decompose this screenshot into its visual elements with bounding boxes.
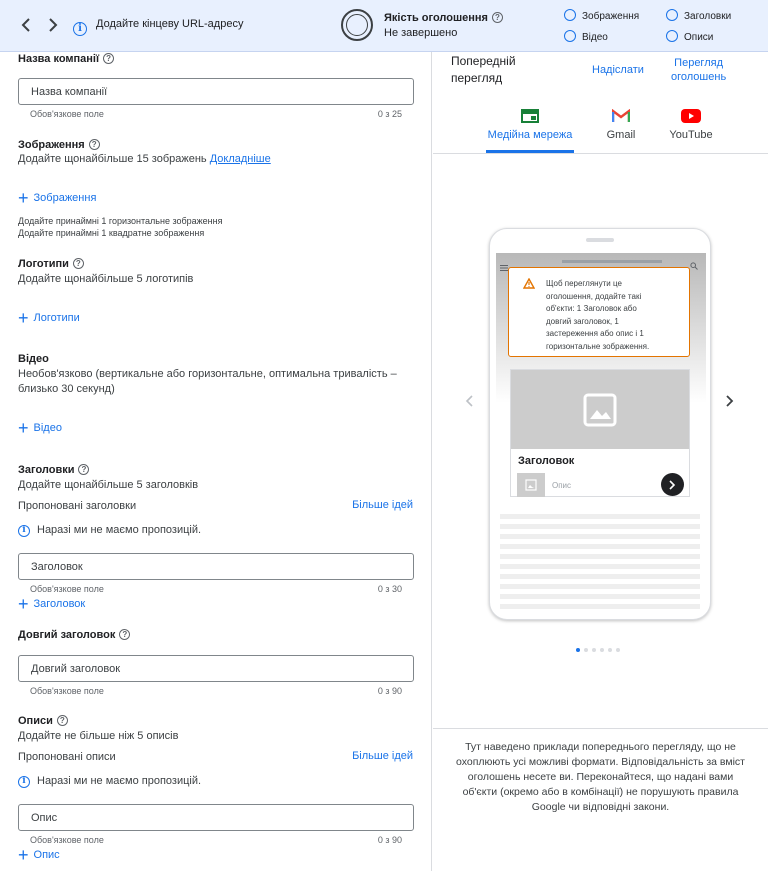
company-section-title: Назва компанії ? — [18, 53, 114, 65]
quality-option-descriptions: Описи — [666, 30, 713, 43]
image-placeholder-icon — [511, 370, 689, 449]
plus-icon: + — [18, 845, 29, 865]
headlines-no-suggestions: i Наразі ми не маємо пропозицій. — [18, 523, 201, 538]
help-icon[interactable]: ? — [119, 629, 130, 640]
add-images-button[interactable]: + Зображення — [18, 188, 97, 208]
quality-option-headlines: Заголовки — [666, 9, 731, 22]
add-logos-button[interactable]: + Логотипи — [18, 308, 80, 328]
video-hint-line2: близько 30 секунд) — [18, 383, 115, 395]
company-field-meta: Обов'язкове поле 0 з 25 — [30, 109, 402, 119]
placeholder-line — [500, 574, 700, 579]
info-icon: i — [73, 18, 87, 36]
preview-panel — [433, 52, 768, 871]
quality-option-video: Відео — [564, 30, 608, 43]
descriptions-no-suggestions: i Наразі ми не маємо пропозицій. — [18, 774, 201, 789]
tabs-divider — [433, 153, 768, 154]
headlines-section-title: Заголовки ? — [18, 464, 89, 476]
display-network-icon — [485, 107, 575, 125]
circle-icon — [564, 30, 576, 42]
ad-card — [510, 369, 690, 497]
carousel-dot[interactable] — [592, 648, 596, 652]
placeholder-line — [500, 594, 700, 599]
circle-icon — [666, 9, 678, 21]
headline-input[interactable]: Заголовок — [18, 553, 414, 580]
preview-heading: Попередній перегляд — [451, 54, 516, 85]
description-input[interactable]: Опис — [18, 804, 414, 831]
carousel-dot[interactable] — [608, 648, 612, 652]
placeholder-line — [500, 514, 700, 519]
disclaimer-divider — [433, 728, 768, 729]
ad-description: Опис — [552, 481, 572, 490]
plus-icon: + — [18, 594, 29, 614]
video-section-title: Відео — [18, 353, 49, 365]
plus-icon: + — [18, 188, 29, 208]
placeholder-line — [500, 554, 700, 559]
warning-icon — [523, 276, 535, 294]
search-icon — [690, 257, 698, 275]
phone-preview — [489, 228, 711, 620]
long-headline-field-meta: Обов'язкове поле 0 з 90 — [30, 686, 402, 696]
help-icon[interactable]: ? — [73, 258, 84, 269]
arrow-forward-icon — [661, 473, 684, 496]
headline-field-meta: Обов'язкове поле 0 з 30 — [30, 584, 402, 594]
quality-option-images: Зображення — [564, 9, 639, 22]
url-bar — [562, 260, 662, 263]
forward-arrow-icon[interactable] — [42, 14, 64, 36]
video-hint-line1: Необов'язково (вертикальне або горизонтальне, оптимальна тривалість – — [18, 368, 397, 380]
placeholder-line — [500, 584, 700, 589]
carousel-dot[interactable] — [600, 648, 604, 652]
descriptions-section-title: Описи ? — [18, 715, 68, 727]
quality-title: Якість оголошення ? — [384, 12, 503, 24]
placeholder-line — [500, 564, 700, 569]
phone-speaker — [586, 238, 614, 242]
top-bar — [0, 0, 768, 52]
help-icon[interactable]: ? — [57, 715, 68, 726]
view-ads-button[interactable]: Перегляд оголошень — [671, 57, 727, 83]
suggested-descriptions-label: Пропоновані описи — [18, 751, 116, 763]
placeholder-line — [500, 544, 700, 549]
carousel-dot[interactable] — [616, 648, 620, 652]
info-icon: i — [18, 525, 30, 537]
images-requirement-square: Додайте принаймні 1 квадратне зображення — [18, 228, 205, 238]
carousel-dot[interactable] — [584, 648, 588, 652]
descriptions-hint: Додайте не більше ніж 5 описів — [18, 730, 179, 742]
logo-placeholder-icon — [517, 473, 545, 497]
carousel-dot[interactable] — [576, 648, 580, 652]
preview-disclaimer: Тут наведено приклади попереднього перегляду, що не охоплюють усі можливі формати. Відповідальність за вміст оголошень несете ви. Переконайтеся, що надані вами об'єкти (окремо або в комбінації) не порушують правила Google чи відповідні закони. — [456, 741, 745, 813]
help-icon[interactable]: ? — [89, 139, 100, 150]
youtube-icon — [646, 107, 736, 125]
info-icon: i — [18, 776, 30, 788]
tab-gmail[interactable]: Gmail — [576, 107, 666, 141]
images-section-title: Зображення ? — [18, 139, 100, 151]
menu-icon — [500, 258, 508, 276]
suggested-headlines-label: Пропоновані заголовки — [18, 500, 137, 512]
long-headline-input[interactable]: Довгий заголовок — [18, 655, 414, 682]
add-video-button[interactable]: + Відео — [18, 418, 62, 438]
help-icon[interactable]: ? — [78, 464, 89, 475]
circle-icon — [564, 9, 576, 21]
ad-headline: Заголовок — [518, 455, 575, 467]
quality-ring-icon — [341, 9, 373, 41]
add-description-button[interactable]: + Опис — [18, 845, 60, 865]
asset-form — [0, 52, 432, 871]
plus-icon: + — [18, 308, 29, 328]
warning-text: Щоб переглянути це оголошення, додайте такі об'єкти: 1 Заголовок або довгий заголовок, 1 застереження або опис і 1 горизонтальне зображення. — [546, 279, 650, 351]
url-prompt[interactable]: Додайте кінцеву URL-адресу — [96, 18, 244, 30]
logos-section-title: Логотипи ? — [18, 258, 84, 270]
circle-icon — [666, 30, 678, 42]
headlines-more-ideas-link[interactable]: Більше ідей — [352, 499, 413, 511]
logos-hint: Додайте щонайбільше 5 логотипів — [18, 273, 194, 285]
description-field-meta: Обов'язкове поле 0 з 90 — [30, 835, 402, 845]
descriptions-more-ideas-link[interactable]: Більше ідей — [352, 750, 413, 762]
chevron-left-icon[interactable] — [465, 394, 473, 412]
learn-more-link[interactable]: Докладніше — [209, 153, 271, 165]
long-headline-section-title: Довгий заголовок ? — [18, 629, 130, 641]
tab-youtube[interactable]: YouTube — [646, 107, 736, 141]
headlines-hint: Додайте щонайбільше 5 заголовків — [18, 479, 199, 491]
images-hint: Додайте щонайбільше 15 зображень Докладніше — [18, 153, 271, 165]
tab-display-network[interactable]: Медійна мережа — [485, 107, 575, 141]
carousel-dots — [576, 648, 620, 652]
chevron-right-icon[interactable] — [726, 394, 734, 412]
help-icon[interactable]: ? — [492, 12, 503, 23]
warning-box — [508, 267, 690, 357]
send-button[interactable]: Надіслати — [592, 64, 644, 76]
quality-status: Не завершено — [384, 27, 458, 39]
images-requirement-horizontal: Додайте принаймні 1 горизонтальне зображення — [18, 216, 223, 226]
placeholder-line — [500, 604, 700, 609]
placeholder-line — [500, 524, 700, 529]
add-headline-button[interactable]: + Заголовок — [18, 594, 86, 614]
back-arrow-icon[interactable] — [15, 14, 37, 36]
company-name-input[interactable]: Назва компанії — [18, 78, 414, 105]
placeholder-line — [500, 534, 700, 539]
plus-icon: + — [18, 418, 29, 438]
help-icon[interactable]: ? — [103, 53, 114, 64]
